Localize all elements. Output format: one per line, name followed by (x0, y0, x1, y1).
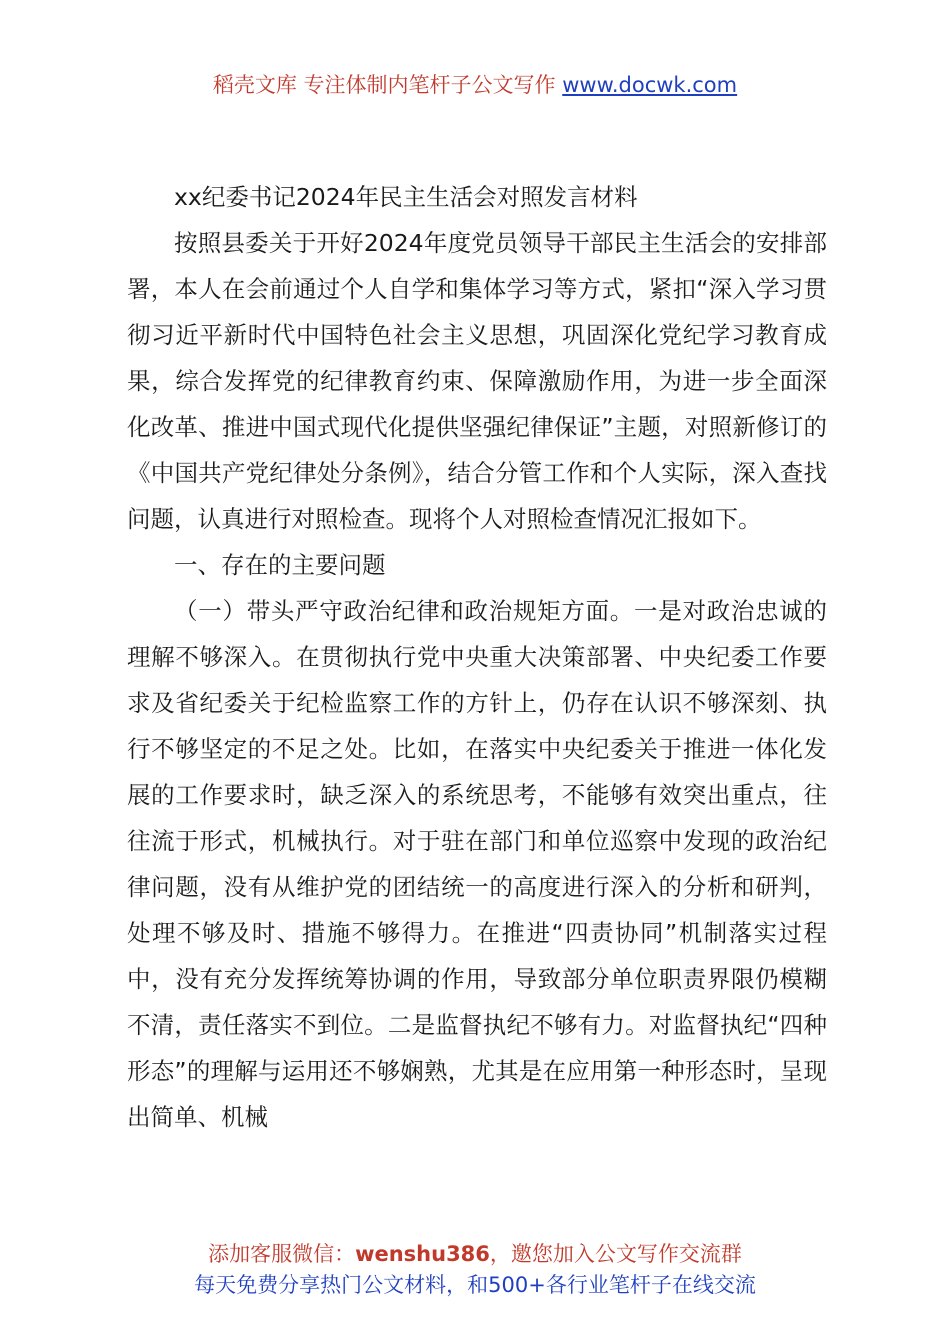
footer-promo-line: 每天免费分享热门公文材料，和500+各行业笔杆子在线交流 (194, 1273, 756, 1297)
footer-contact-line (0, 1239, 950, 1270)
footer-contact-suffix: ，邀您加入公文写作交流群 (489, 1242, 742, 1266)
page-footer (0, 1239, 950, 1301)
header-brand: 稻壳文库 专注体制内笔杆子公文写作 (212, 73, 556, 97)
page-header (0, 70, 950, 100)
intro-paragraph: 按照县委关于开好2024年度党员领导干部民主生活会的安排部署，本人在会前通过个人自学和集体学习等方式，紧扣“深入学习贯彻习近平新时代中国特色社会主义思想，巩固深化党纪学习教育成果，综合发挥党的纪律教育约束、保障激励作用，为进一步全面深化改革、推进中国式现代化提供坚强纪律保证”主题，对照新修订的《中国共产党纪律处分条例》，结合分管工作和个人实际，深入查找问题，认真进行对照检查。现将个人对照检查情况汇报如下。 (127, 229, 827, 533)
document-body (127, 174, 827, 1140)
section-heading: 一、存在的主要问题 (174, 551, 386, 579)
document-title: xx纪委书记2024年民主生活会对照发言材料 (174, 183, 638, 211)
footer-contact-prefix: 添加客服微信： (208, 1242, 356, 1266)
footer-wechat-id: wenshu386 (355, 1242, 490, 1266)
header-site-link[interactable]: www.docwk.com (562, 73, 738, 97)
section-paragraph: （一）带头严守政治纪律和政治规矩方面。一是对政治忠诚的理解不够深入。在贯彻执行党中央重大决策部署、中央纪委工作要求及省纪委关于纪检监察工作的方针上，仍存在认识不够深刻、执行不够坚定的不足之处。比如，在落实中央纪委关于推进一体化发展的工作要求时，缺乏深入的系统思考，不能够有效突出重点，往往流于形式，机械执行。对于驻在部门和单位巡察中发现的政治纪律问题，没有从维护党的团结统一的高度进行深入的分析和研判，处理不够及时、措施不够得力。在推进“四责协同”机制落实过程中，没有充分发挥统筹协调的作用，导致部分单位职责界限仍模糊不清，责任落实不到位。二是监督执纪不够有力。对监督执纪“四种形态”的理解与运用还不够娴熟，尤其是在应用第一种形态时，呈现出简单、机械 (127, 597, 827, 1131)
